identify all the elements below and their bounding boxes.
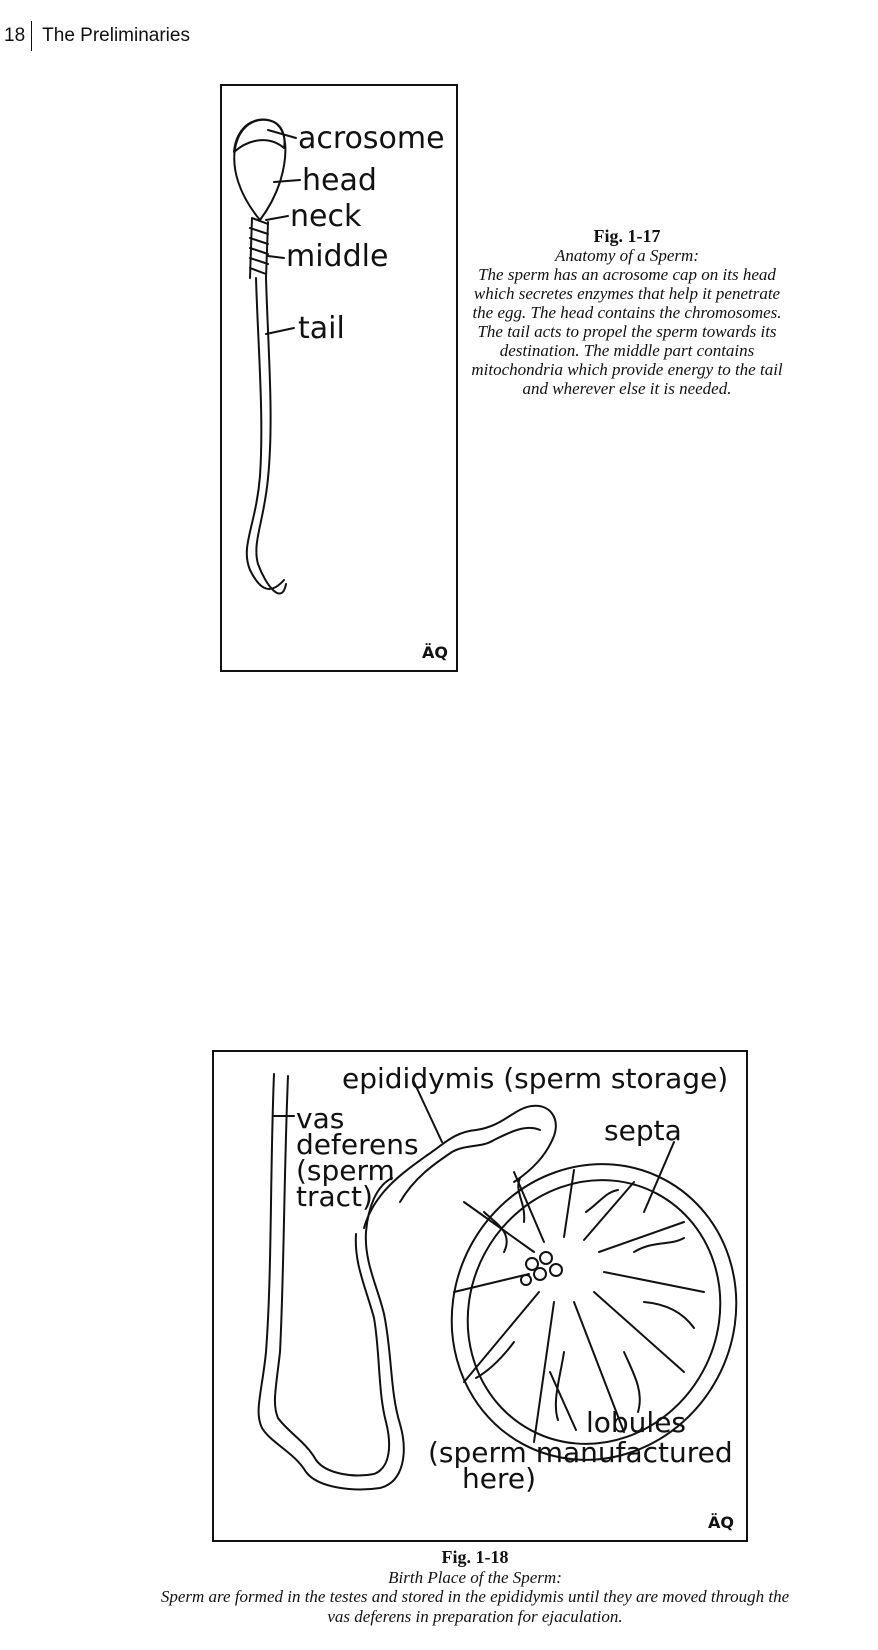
label-septa: septa	[604, 1114, 682, 1147]
caption-fig-1-17	[462, 227, 792, 398]
caption-text: The sperm has an acrosome cap on its head which secretes enzymes that help it penetrate the egg. The head contains the chromosomes. The tail acts to propel the sperm towards its destination. The middle part contains mitochondria which provide energy to the tail and wherever else it is needed.	[471, 265, 783, 398]
middle-piece-coils	[250, 218, 268, 278]
caption-subtitle: Anatomy of a Sperm:	[554, 246, 699, 265]
label-head: head	[302, 163, 377, 198]
label-vas-1: vas	[296, 1102, 345, 1135]
label-acrosome: acrosome	[298, 121, 445, 156]
testis-drawing	[214, 1052, 746, 1540]
label-vas-3: (sperm	[296, 1154, 395, 1187]
page-number: 18	[0, 21, 32, 51]
label-tail: tail	[298, 311, 345, 346]
label-middle: middle	[286, 239, 389, 274]
label-lobules-3: here)	[462, 1462, 537, 1495]
sperm-tail	[247, 278, 284, 589]
neck-leader	[266, 216, 288, 220]
acrosome-cap	[234, 120, 285, 152]
middle-leader	[268, 256, 284, 258]
figure-sperm-anatomy	[220, 84, 458, 672]
sperm-head-outline	[234, 120, 285, 220]
seminiferous-tubules	[476, 1178, 694, 1420]
tail-leader	[266, 328, 294, 334]
label-lobules-2: (sperm manufactured	[428, 1436, 733, 1469]
sperm-drawing	[222, 86, 456, 670]
head-leader	[274, 180, 300, 182]
artist-initials: ÄQ	[708, 1513, 734, 1532]
rete-cell	[534, 1268, 546, 1280]
label-vas-4: tract)	[296, 1180, 373, 1213]
label-epididymis: epididymis (sperm storage)	[342, 1062, 729, 1095]
caption-fig-1-18	[160, 1548, 790, 1626]
chapter-title: The Preliminaries	[42, 25, 190, 46]
rete-cell	[540, 1252, 552, 1264]
lobules-leader	[550, 1372, 576, 1430]
caption-subtitle: Birth Place of the Sperm:	[388, 1567, 562, 1587]
caption-text: Sperm are formed in the testes and stored in the epididymis until they are moved through the vas deferens in preparation for ejaculation.	[160, 1587, 790, 1626]
label-neck: neck	[290, 199, 362, 234]
caption-number: Fig. 1-17	[593, 226, 661, 246]
label-vas-2: deferens	[296, 1128, 419, 1161]
rete-cell	[550, 1264, 562, 1276]
rete-cell	[521, 1275, 531, 1285]
running-header	[0, 20, 190, 52]
label-lobules-1: lobules	[586, 1406, 687, 1439]
artist-initials: ÄQ	[422, 643, 448, 662]
figure-testis	[212, 1050, 748, 1542]
caption-number: Fig. 1-18	[441, 1547, 509, 1567]
